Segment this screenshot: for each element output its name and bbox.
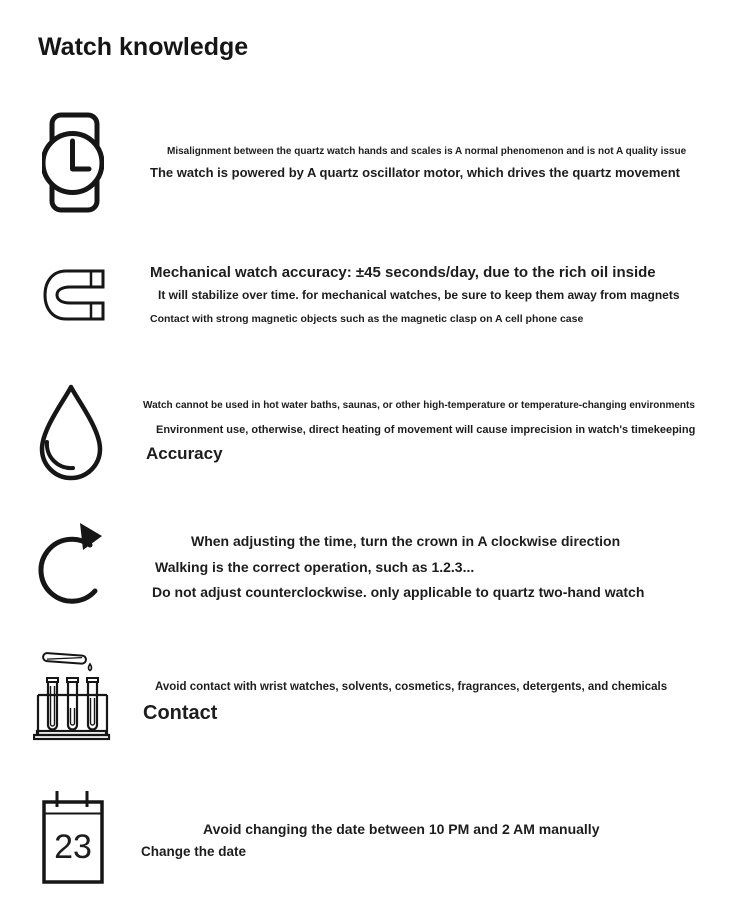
note-line: When adjusting the time, turn the crown in A clockwise direction (191, 533, 621, 549)
page-title: Watch knowledge (38, 33, 249, 61)
note-line: It will stabilize over time. for mechanical watches, be sure to keep them away from magnets (158, 288, 680, 302)
note-line: Walking is the correct operation, such as 1.2.3... (155, 559, 475, 575)
wristwatch-icon (42, 112, 104, 214)
water-drop-icon (38, 384, 104, 482)
note-line: Environment use, otherwise, direct heating of movement will cause imprecision in watch's timekeeping (156, 424, 696, 436)
section-label: Change the date (141, 844, 247, 859)
note-line: Avoid contact with wrist watches, solvents, cosmetics, fragrances, detergents, and chemicals (155, 681, 668, 693)
section-label: Accuracy (146, 444, 223, 463)
test-tubes-icon (33, 648, 113, 742)
note-line: Watch cannot be used in hot water baths, saunas, or other high-temperature or temperature-changing environments (143, 400, 695, 411)
note-line: Avoid changing the date between 10 PM and 2 AM manually (203, 821, 600, 837)
note-line: Misalignment between the quartz watch hands and scales is A normal phenomenon and is not A quality issue (167, 146, 687, 157)
calendar-day-number: 23 (54, 828, 92, 866)
note-line: Do not adjust counterclockwise. only applicable to quartz two-hand watch (152, 584, 645, 600)
magnet-icon (42, 268, 105, 322)
note-line: Contact with strong magnetic objects such as the magnetic clasp on A cell phone case (150, 313, 584, 325)
section-label: Contact (143, 702, 218, 724)
note-line: The watch is powered by A quartz oscillator motor, which drives the quartz movement (150, 165, 680, 180)
clockwise-arrow-icon (38, 518, 112, 612)
note-line: Mechanical watch accuracy: ±45 seconds/day, due to the rich oil inside (150, 264, 656, 281)
